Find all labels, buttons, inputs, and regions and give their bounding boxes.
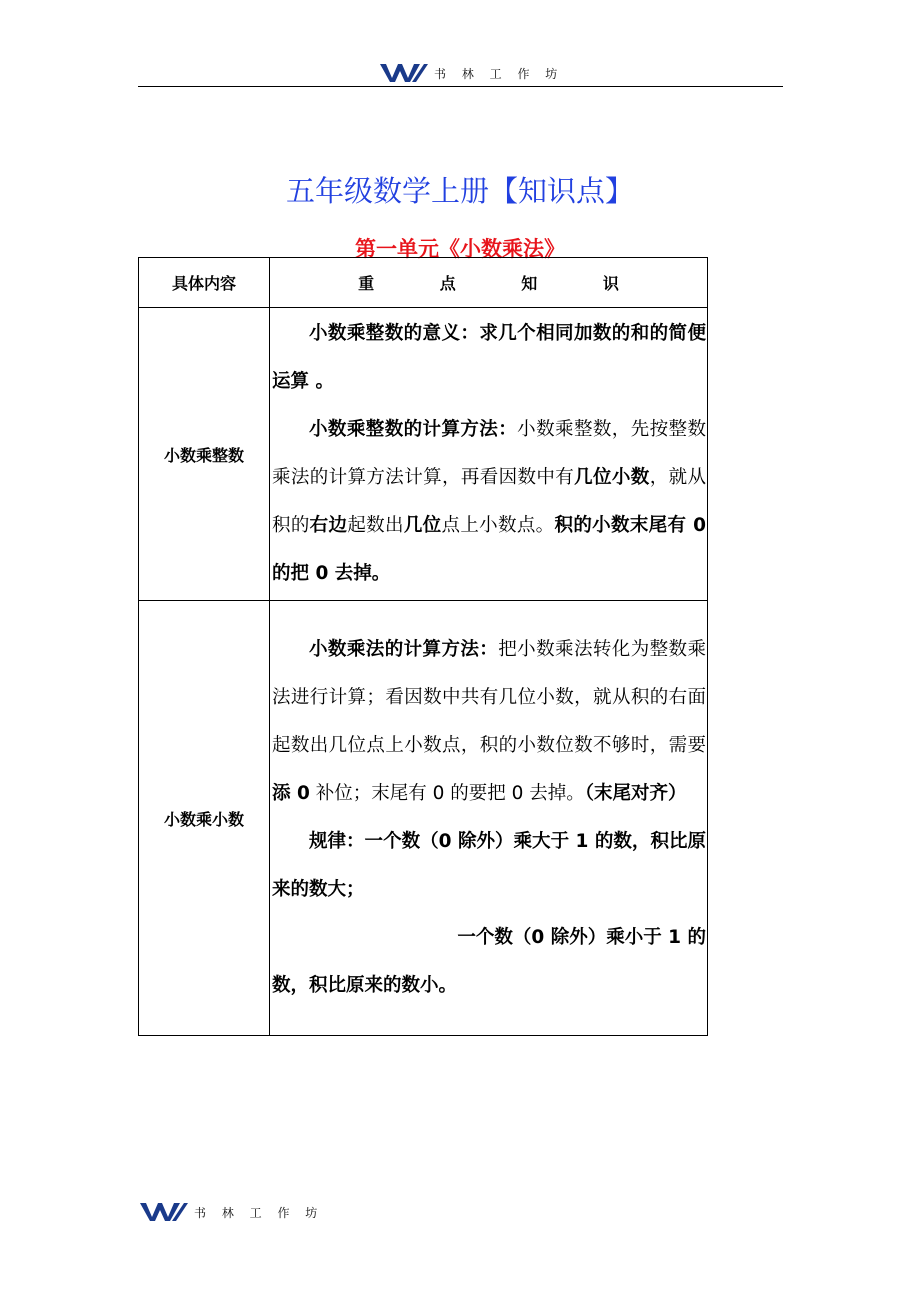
row-label: 小数乘整数 <box>139 308 270 601</box>
text: 点上小数点。 <box>441 515 555 536</box>
paragraph: 小数乘整数的意义：求几个相同加数的和的简便运算 。 <box>272 323 706 392</box>
text: 把小数乘法转化为整数乘法进行计算；看因数中共有几位小数，就从积的右面起数出几位点上小数点，积的小数位数不够时，需要 <box>272 639 706 756</box>
method-label: 小数乘整数的计算方法： <box>309 419 518 440</box>
text-bold: 添 0 <box>272 783 310 804</box>
brand-logo-icon <box>140 1202 188 1222</box>
text-bold: 积的小数末尾有 0 的把 0 去掉。 <box>272 515 706 584</box>
text: 补位；末尾有 0 的要把 0 去掉。 <box>309 783 585 804</box>
document-title: 五年级数学上册【知识点】 <box>285 174 634 209</box>
table-row <box>139 308 708 601</box>
brand-logo-icon <box>380 63 428 83</box>
method-label: 小数乘法的计算方法： <box>309 639 499 660</box>
paragraph <box>272 406 706 598</box>
header-cell-knowledge: 重 点 知 识 <box>270 258 708 308</box>
text-bold: （末尾对齐） <box>584 783 687 804</box>
unit-title: 第一单元《小数乘法》 <box>355 237 565 262</box>
page-header <box>138 60 783 87</box>
row-label: 小数乘小数 <box>139 601 270 1036</box>
text-bold: 几位 <box>403 515 442 536</box>
knowledge-cell <box>270 308 708 601</box>
knowledge-table <box>138 257 708 1036</box>
header-brand <box>380 63 563 83</box>
paragraph <box>272 626 706 818</box>
text: 小数乘整数，先按整数乘法的计算方法计算，再看因数中有 <box>272 419 706 488</box>
table-header-row <box>139 258 708 308</box>
text-bold: 几位小数 <box>574 467 650 488</box>
paragraph: 数，积比原来的数小。 <box>272 975 458 996</box>
paragraph: 一个数（0 除外）乘小于 1 的 <box>457 927 706 948</box>
brand-name: 书 林 工 作 坊 <box>194 1205 324 1220</box>
header-cell-content: 具体内容 <box>139 258 270 308</box>
paragraph: 规律：一个数（0 除外）乘大于 1 的数，积比原来的数大； <box>272 831 706 900</box>
table-row <box>139 601 708 1036</box>
footer-brand <box>140 1202 323 1222</box>
brand-name: 书 林 工 作 坊 <box>434 66 564 81</box>
text-bold: 右边 <box>309 515 348 536</box>
text: 起数出 <box>347 515 404 536</box>
knowledge-cell <box>270 601 708 1036</box>
text: ，就从积的 <box>272 467 706 536</box>
